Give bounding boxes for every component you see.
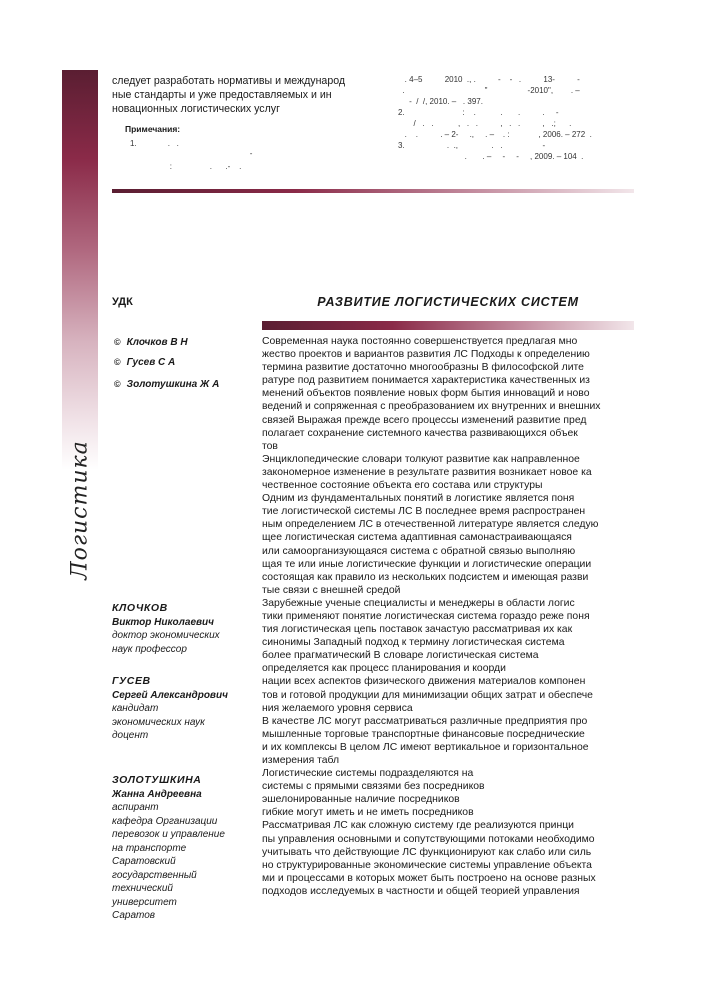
note-line: : . .- . (112, 162, 242, 171)
body-text-line: термина развитие достаточно многообразны В философской лите (262, 362, 584, 374)
body-text-line: определяется как процесс планирования и коорди (262, 663, 506, 675)
author-bio (112, 675, 247, 743)
body-text-line: чественное состояние объекта его состава или структуры (262, 480, 543, 492)
copyright-icon: © (114, 379, 121, 389)
body-text-line: Энциклопедические словари толкуют развитие как направленное (262, 453, 580, 465)
body-text-line: тия логистическая цепь поставок зачастую рассматривая их как (262, 624, 573, 636)
body-text-line: Рассматривая ЛС как сложную систему где реализуются принци (262, 820, 574, 832)
reference-line: / . . , . . , . . , .; . (398, 119, 572, 128)
body-text-line: но структурированные экономические системы управление объекта (262, 859, 592, 871)
body-text-line: Современная наука постоянно совершенствуется предлагая мно (262, 336, 578, 347)
body-text-line: ния желаемого уровня сервиса (262, 702, 413, 714)
author-name: Клочков В Н (126, 337, 188, 348)
reference-line: . . – - - , 2009. – 104 . (398, 152, 584, 161)
body-text-line: связей Выражая прежде всего процессы изменений развитие пред (262, 414, 587, 426)
text-line: новационных логистических услуг (112, 103, 280, 115)
text-line: ные стандарты и уже предоставляемых и ин (112, 89, 332, 101)
bio-surname: КЛОЧКОВ (112, 602, 168, 614)
text-line: следует разработать нормативы и международ (112, 75, 346, 87)
title-underline-bar (262, 321, 634, 330)
body-text-line: ным определением ЛС в отечественной литературе является следую (262, 519, 599, 531)
body-text-line: нации всех аспектов физического движения материалов компонен (262, 676, 586, 688)
note-line: 1. . . (130, 139, 179, 148)
author-line (114, 357, 175, 368)
section-label-text: Логистика (67, 440, 93, 580)
body-text-line: закономерное изменение в результате развития возникает новое ка (262, 466, 592, 478)
body-text-line: Логистические системы подразделяются на (262, 768, 474, 780)
copyright-icon: © (114, 357, 121, 367)
author-line (114, 337, 188, 348)
body-text-line: системы с прямыми связями без посредников (262, 781, 485, 793)
body-text-line: ведений и сопряженная с преобразованием их внутренних и внешних (262, 401, 601, 413)
side-decoration-bar (62, 70, 98, 470)
author-bio (112, 774, 247, 923)
body-text-line: пы управления основными и сопутствующими потоками необходимо (262, 833, 595, 845)
notes-title: Примечания: (125, 124, 181, 134)
body-text-line: более прагматический В словаре логистическая система (262, 650, 539, 662)
udk-label: УДК (112, 296, 133, 308)
bio-detail: перевозок и управление (112, 829, 225, 840)
body-text-line: В качестве ЛС могут рассматриваться различные предприятия про (262, 715, 588, 727)
bio-fullname: Сергей Александрович (112, 689, 228, 701)
author-bio (112, 602, 247, 656)
bio-surname: ГУСЕВ (112, 675, 151, 687)
body-text-line: Одним из фундаментальных понятий в логистике является поня (262, 493, 575, 505)
reference-line: 3. . ., . . - (398, 141, 546, 150)
body-text-line: тов и готовой продукции для минимизации общих затрат и обеспече (262, 689, 593, 701)
body-text-line: учитывать что действующие ЛС функционируют как слабо или силь (262, 846, 592, 858)
body-text-line: менений объектов появление новых форм бытия инноваций и ново (262, 388, 590, 400)
references-list (398, 74, 633, 162)
bio-detail: доцент (112, 730, 149, 741)
section-label (60, 440, 100, 580)
body-text-line: щая те или иные логистические функции и логистические операции (262, 558, 592, 570)
body-text-line: Зарубежные ученые специалисты и менеджеры в области логис (262, 597, 575, 609)
body-text-line: измерения табл (262, 755, 340, 766)
article-title: РАЗВИТИЕ ЛОГИСТИЧЕСКИХ СИСТЕМ (317, 295, 579, 309)
bio-detail: кафедра Организации (112, 815, 218, 827)
reference-line: . . . – 2- ., . – . : , 2006. – 272 . (398, 130, 592, 139)
reference-line: . " -2010", . – (398, 86, 580, 95)
body-text-line: жество проектов и вариантов развития ЛС Подходы к определению (262, 349, 590, 361)
reference-line: - / /, 2010. – . 397. (398, 97, 483, 106)
article-body (262, 335, 634, 898)
body-text-line: ми и процессами в которых может быть построено на основе разных (262, 872, 596, 884)
bio-detail: наук профессор (112, 643, 187, 655)
bio-fullname: Жанна Андреевна (112, 788, 202, 800)
reference-line: . 4–5 2010 ., . - - . 13- - (398, 75, 580, 84)
bio-fullname: Виктор Николаевич (112, 616, 214, 628)
body-text-line: синонимы Западный подход к термину логистическая система (262, 637, 565, 649)
body-text-line: щее логистическая система адаптивная самонастраивающаяся (262, 532, 572, 544)
bio-detail: экономических наук (112, 716, 205, 728)
body-text-line: состоящая как правило из нескольких подсистем и имеющая разви (262, 571, 589, 583)
copyright-icon: © (114, 337, 121, 347)
bio-detail: государственный (112, 869, 197, 881)
bio-surname: ЗОЛОТУШКИНА (112, 774, 202, 786)
body-text-line: ратуре под развитием понимается характеристика качественных из (262, 375, 590, 387)
body-text-line: полагает сохранение системного качества развивающихся объек (262, 427, 578, 439)
bio-detail: аспирант (112, 802, 159, 813)
bio-detail: технический (112, 883, 173, 894)
body-text-line: мышленные торговые транспортные финансовые посреднические (262, 728, 585, 740)
bio-detail: Саратов (112, 910, 156, 921)
body-text-line: или самоорганизующаяся система с обратной связью выполняю (262, 545, 576, 557)
body-text-line: тие логистической системы ЛС В последнее время распространен (262, 506, 586, 518)
note-line: - (112, 149, 253, 158)
body-text-line: эшелонированные наличие посредников (262, 794, 460, 806)
author-line (114, 379, 219, 390)
body-text-line: подходов исследуемых в частности и общей теорией управления (262, 885, 580, 897)
bio-detail: университет (112, 896, 177, 908)
body-text-line: тики применяют понятие логистическая система гораздо реже поня (262, 610, 590, 622)
reference-line: 2. : . . . . - (398, 108, 559, 117)
bio-detail: Саратовский (112, 856, 176, 867)
previous-article-ending (112, 74, 367, 116)
body-text-line: тые связи с внешней средой (262, 584, 401, 596)
bio-detail: на транспорте (112, 842, 187, 854)
body-text-line: тов (262, 440, 278, 452)
body-text-line: и их комплексы В целом ЛС имеют вертикальное и горизонтальное (262, 741, 589, 753)
bio-detail: доктор экономических (112, 630, 220, 641)
bio-detail: кандидат (112, 703, 159, 714)
author-name: Золотушкина Ж А (126, 379, 220, 390)
author-name: Гусев С А (126, 357, 176, 368)
body-text-line: гибкие могут иметь и не иметь посредников (262, 807, 474, 819)
section-divider (112, 189, 634, 193)
